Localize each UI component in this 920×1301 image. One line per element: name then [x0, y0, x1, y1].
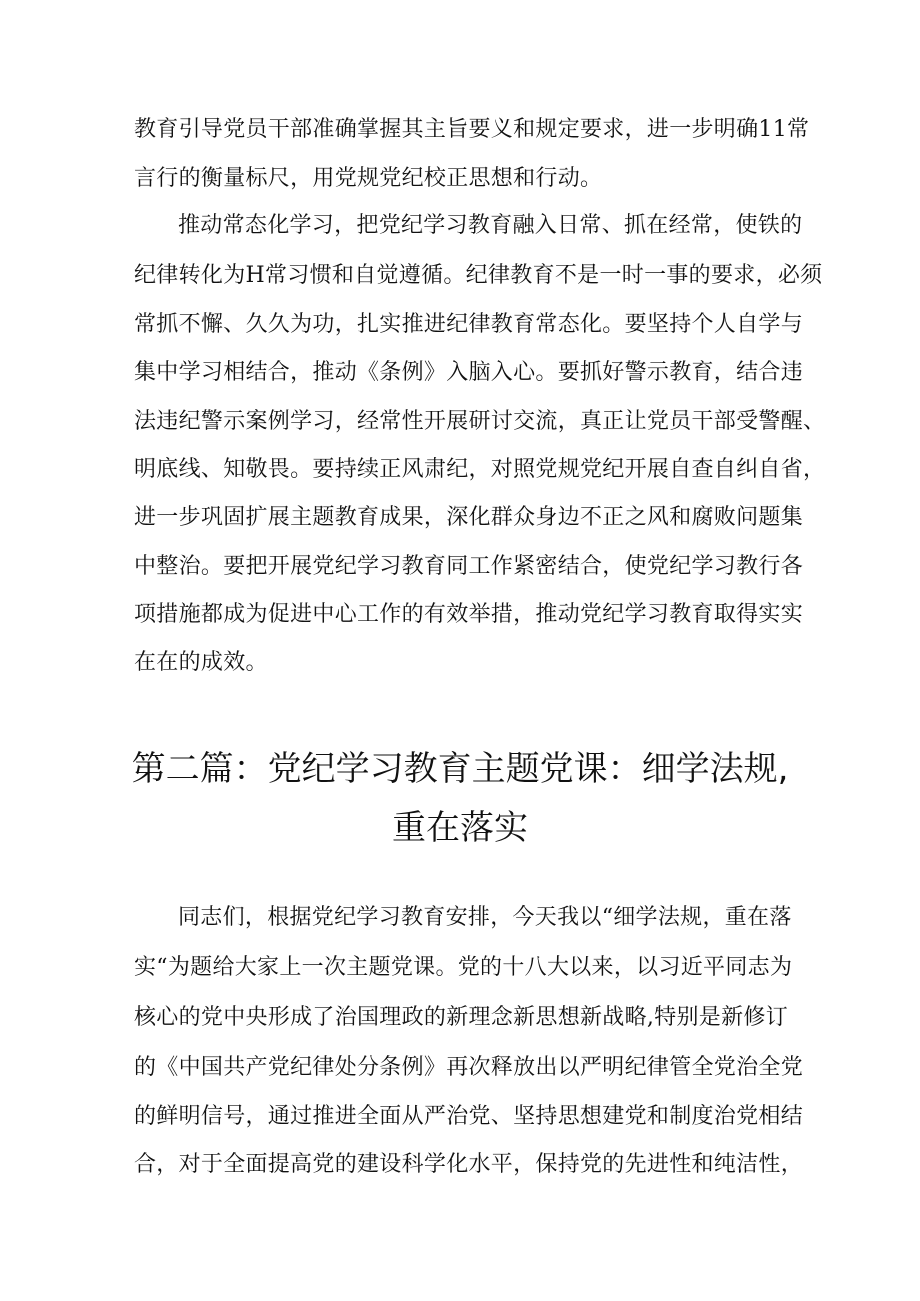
text-line: 中整治。要把开展党纪学习教育同工作紧密结合，使党纪学习教行各 [134, 554, 804, 579]
text-line: 纪律转化为H常习惯和自觉遵循。纪律教育不是一时一事的要求，必须 [134, 263, 823, 288]
text-line: 合，对于全面提高党的建设科学化水平，保持党的先进性和纯洁性， [134, 1152, 804, 1177]
text-line: 在在的成效。 [134, 650, 268, 675]
text-line: 常抓不懈、久久为功，扎实推进纪律教育常态化。要坚持个人自学与 [134, 312, 804, 337]
text-line: 明底线、知敬畏。要持续正风肃纪，对照党规党纪开展自查自纠自省， [134, 457, 826, 482]
text-line: 的鲜明信号，通过推进全面从严治党、坚持思想建党和制度治党相结 [134, 1104, 804, 1129]
text-line: 核心的党中央形成了治国理政的新理念新思想新战略,特别是新修订 [134, 1005, 788, 1030]
text-line: 言行的衡量标尺，用党规党纪校正思想和行动。 [134, 166, 603, 191]
text-line: 进一步巩固扩展主题教育成果，深化群众身边不正之风和腐败问题集 [134, 505, 804, 530]
text-line: 项措施都成为促进中心工作的有效举措，推动党纪学习教育取得实实 [134, 602, 804, 627]
text-line: 实“为题给大家上一次主题党课。党的十八大以来，以习近平同志为 [134, 955, 793, 980]
text-line: 教育引导党员干部准确掌握其主旨要义和规定要求，进一步明确11常 [134, 117, 810, 142]
text-line: 的《中国共产党纪律处分条例》再次释放出以严明纪律管全党治全党 [134, 1055, 804, 1080]
text-line: 推动常态化学习，把党纪学习教育融入日常、抓在经常，使铁的 [178, 213, 803, 238]
text-line: 同志们，根据党纪学习教育安排，今天我以“细学法规，重在落 [178, 905, 792, 930]
section-title-line: 重在落实 [392, 808, 528, 848]
text-line: 集中学习相结合，推动《条例》入脑入心。要抓好警示教育，结合违 [134, 360, 804, 385]
section-title-line: 第二篇：党纪学习教育主题党课：细学法规, [131, 749, 789, 789]
text-line: 法违纪警示案例学习，经常性开展研讨交流，真正让党员干部受警醒、 [134, 409, 826, 434]
